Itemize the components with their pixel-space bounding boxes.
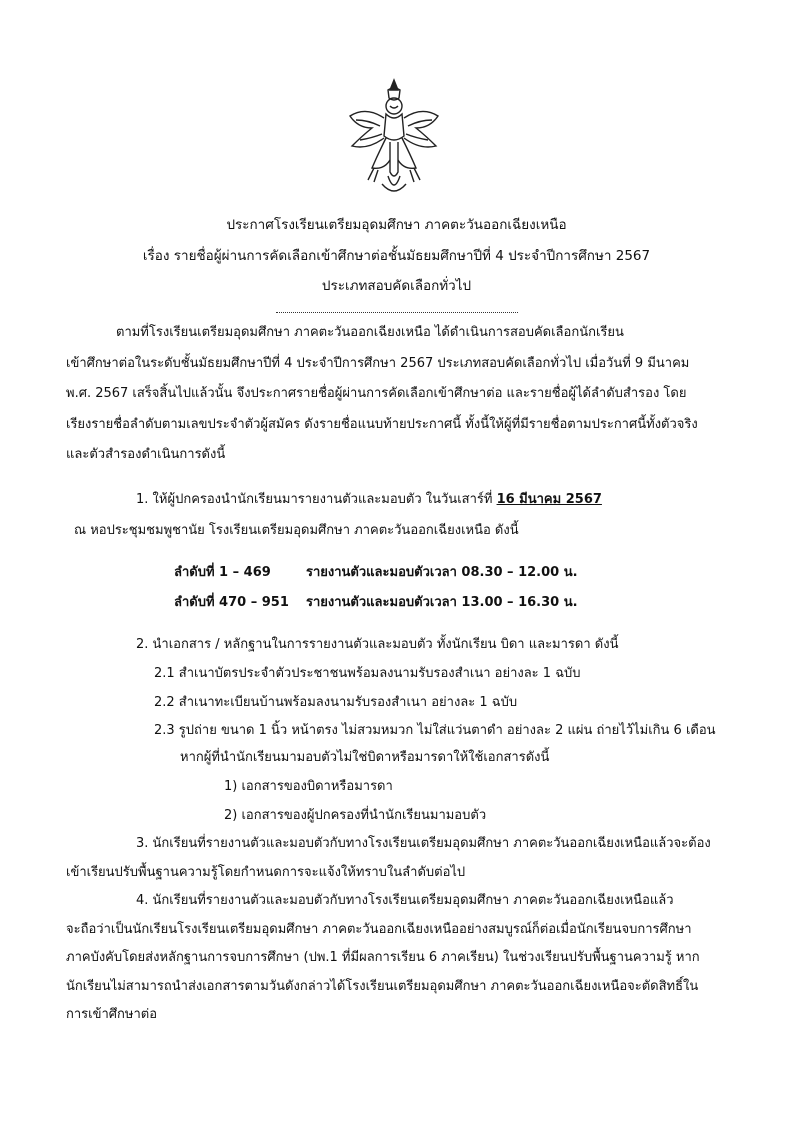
report-date: 16 มีนาคม 2567 [496, 492, 602, 507]
schedule-time: รายงานตัวและมอบตัวเวลา 13.00 – 16.30 น. [306, 595, 578, 610]
item-1-place: ณ หอประชุมชมพูชานัย โรงเรียนเตรียมอุดมศึกษา ภาคตะวันออกเฉียงเหนือ ดังนี้ [74, 523, 519, 538]
intro-line: ตามที่โรงเรียนเตรียมอุดมศึกษา ภาคตะวันออกเฉียงเหนือ ได้ดำเนินการสอบคัดเลือกนักเรียน [116, 325, 624, 340]
schedule-time: รายงานตัวและมอบตัวเวลา 08.30 – 12.00 น. [306, 565, 578, 580]
item-3-cont: เข้าเรียนปรับพื้นฐานความรู้โดยกำหนดการจะแจ้งให้ทราบในลำดับต่อไป [66, 865, 466, 880]
schedule-range: ลำดับที่ 470 – 951 [174, 595, 289, 610]
item-2-2: 2.2 สำเนาทะเบียนบ้านพร้อมลงนามรับรองสำเนา อย่างละ 1 ฉบับ [154, 695, 518, 710]
schedule-range: ลำดับที่ 1 – 469 [174, 565, 271, 580]
announcement-subject: เรื่อง รายชื่อผู้ผ่านการคัดเลือกเข้าศึกษาต่อชั้นมัธยมศึกษาปีที่ 4 ประจำปีการศึกษา 2567 [142, 248, 651, 264]
item-2-3: 2.3 รูปถ่าย ขนาด 1 นิ้ว หน้าตรง ไม่สวมหมวก ไม่ใส่แว่นตาดำ อย่างละ 2 แผ่น ถ่ายไว้ไม่เกิน 6 เดือน [154, 723, 716, 738]
item-4: 4. นักเรียนที่รายงานตัวและมอบตัวกับทางโรงเรียนเตรียมอุดมศึกษา ภาคตะวันออกเฉียงเหนือแล้ว [136, 893, 674, 908]
intro-line: เรียงรายชื่อลำดับตามเลขประจำตัวผู้สมัคร ดังรายชื่อแนบท้ายประกาศนี้ ทั้งนี้ให้ผู้ที่มีรายชื่อตามประกาศนี้ทั้งตัวจริง [66, 416, 698, 432]
dotted-divider [276, 312, 518, 313]
item-4-cont: จะถือว่าเป็นนักเรียนโรงเรียนเตรียมอุดมศึกษา ภาคตะวันออกเฉียงเหนืออย่างสมบูรณ์ก็ต่อเมื่อนักเรียนจบการศึกษา [66, 922, 692, 937]
intro-paragraph [66, 318, 731, 471]
announcement-type: ประเภทสอบคัดเลือกทั่วไป [321, 278, 472, 294]
intro-line: พ.ศ. 2567 เสร็จสิ้นไปแล้วนั้น จึงประกาศรายชื่อผู้ผ่านการคัดเลือกเข้าศึกษาต่อ และรายชื่อผู้ได้ลำดับสำรอง โดย [66, 386, 687, 401]
item-2: 2. นำเอกสาร / หลักฐานในการรายงานตัวและมอบตัว ทั้งนักเรียน บิดา และมารดา ดังนี้ [136, 637, 619, 652]
item-3: 3. นักเรียนที่รายงานตัวและมอบตัวกับทางโรงเรียนเตรียมอุดมศึกษา ภาคตะวันออกเฉียงเหนือแล้วจะต้อง [136, 836, 711, 851]
item-4-cont: นักเรียนไม่สามารถนำส่งเอกสารตามวันดังกล่าวได้โรงเรียนเตรียมอุดมศึกษา ภาคตะวันออกเฉียงเหนือจะตัดสิทธิ์ใน [66, 979, 699, 994]
item-4-cont: ภาคบังคับโดยส่งหลักฐานการจบการศึกษา (ปพ.1 ที่มีผลการเรียน 6 ภาคเรียน) ในช่วงเรียนปรับพื้นฐานความรู้ หาก [66, 950, 700, 965]
garuda-emblem [344, 76, 444, 198]
intro-line: และตัวสำรองดำเนินการดังนี้ [66, 447, 226, 462]
item-4-cont: การเข้าศึกษาต่อ [66, 1007, 158, 1022]
announcement-title: ประกาศโรงเรียนเตรียมอุดมศึกษา ภาคตะวันออกเฉียงเหนือ [226, 217, 567, 233]
item-2-option-1: 1) เอกสารของบิดาหรือมารดา [224, 779, 393, 794]
item-1-text: 1. ให้ผู้ปกครองนำนักเรียนมารายงานตัวและมอบตัว ในวันเสาร์ที่ [136, 492, 497, 507]
item-2-1: 2.1 สำเนาบัตรประจำตัวประชาชนพร้อมลงนามรับรองสำเนา อย่างละ 1 ฉบับ [154, 666, 581, 681]
item-2-note: หากผู้ที่นำนักเรียนมามอบตัวไม่ใช่บิดาหรือมารดาให้ใช้เอกสารดังนี้ [180, 750, 550, 765]
item-2-option-2: 2) เอกสารของผู้ปกครองที่นำนักเรียนมามอบตัว [224, 808, 487, 823]
intro-line: เข้าศึกษาต่อในระดับชั้นมัธยมศึกษาปีที่ 4 ประจำปีการศึกษา 2567 ประเภทสอบคัดเลือกทั่วไป เมื่อวันที่ 9 มีนาคม [66, 355, 690, 371]
item-1 [136, 488, 602, 509]
